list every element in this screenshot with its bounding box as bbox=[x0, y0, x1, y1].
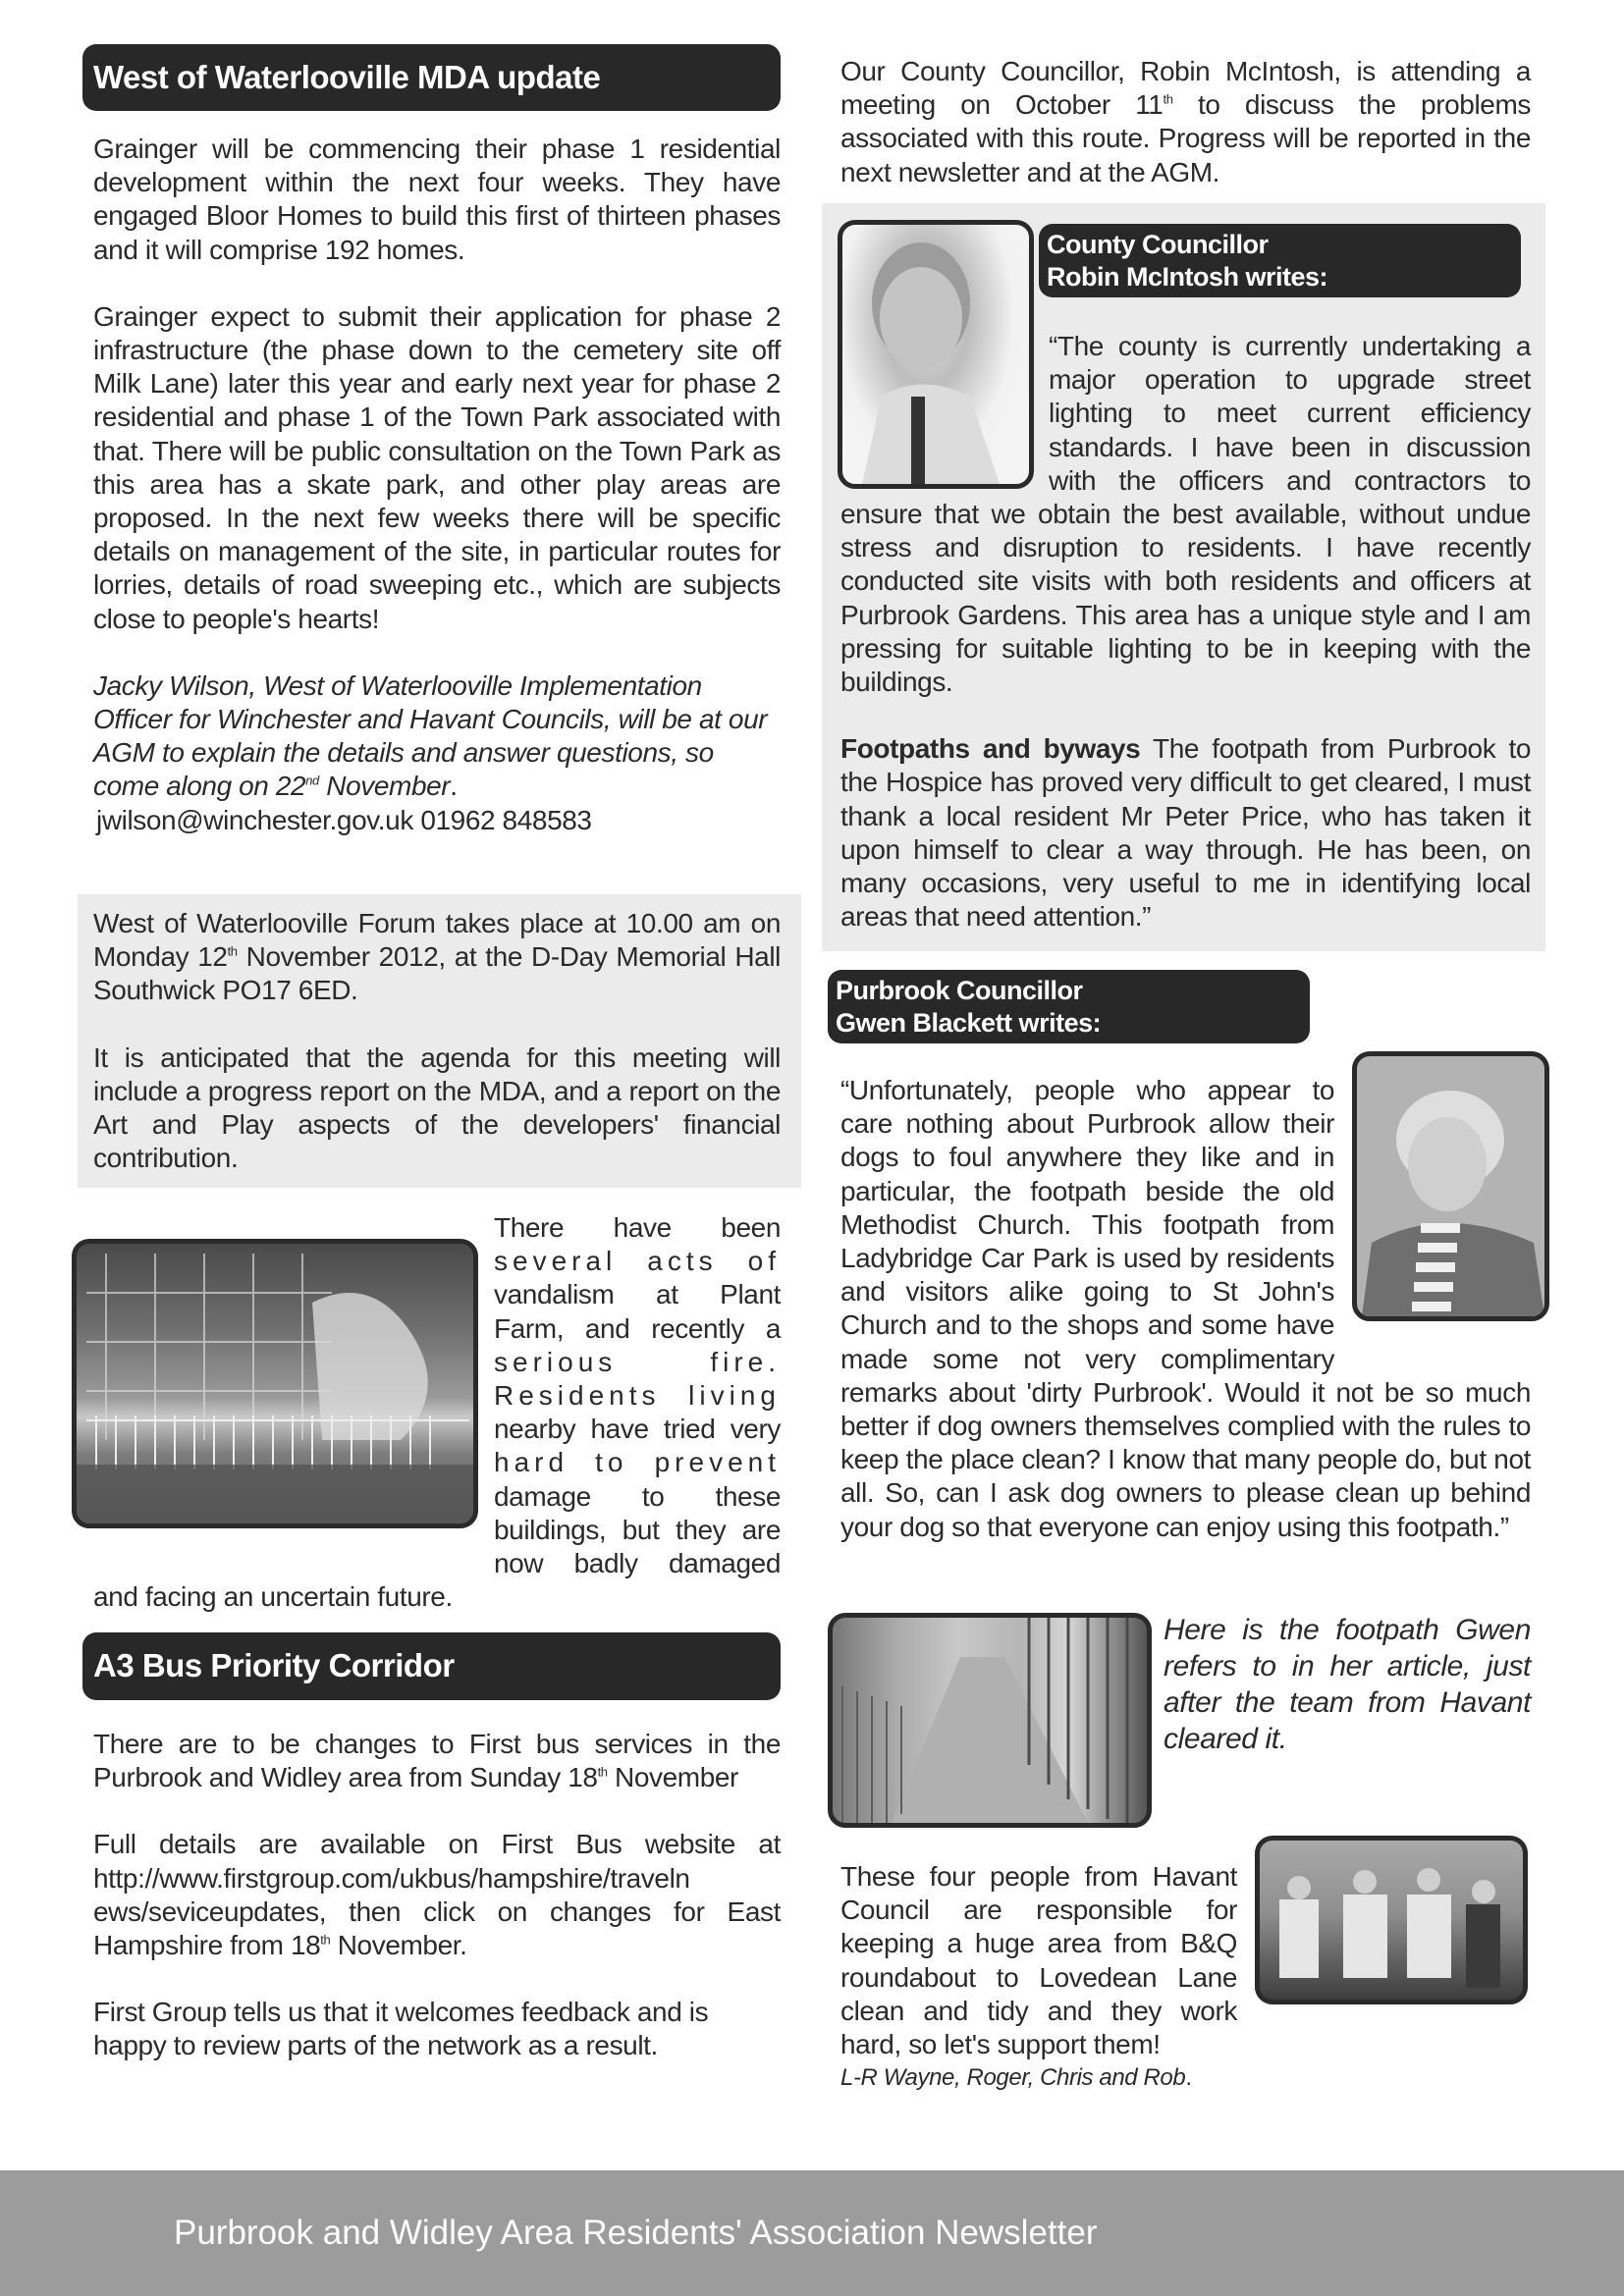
team-photo bbox=[1255, 1836, 1528, 2004]
float-spacer bbox=[840, 330, 1049, 497]
bus-para-3: First Group tells us that it welcomes feedback and is happy to review parts of the network as a result. bbox=[93, 1997, 709, 2061]
bus-heading: A3 Bus Priority Corridor bbox=[82, 1632, 781, 1700]
footpaths-para: Footpaths and byways The footpath from Purbrook to the Hospice has proved very difficult to get cleared, I must thank a local resident Mr Peter Price, who has taken it upon himself to clear a way through. He has been, on many occasions, very useful to me in identifying local areas that need attention.” bbox=[840, 733, 1531, 933]
plant-farm-photo bbox=[72, 1239, 478, 1528]
team-credit: L-R Wayne, Roger, Chris and Rob. bbox=[840, 2064, 1192, 2092]
team-image-icon bbox=[1260, 1841, 1523, 2000]
bus-para-1: There are to be changes to First bus services in the Purbrook and Widley area from Sunday 18th November bbox=[93, 1729, 781, 1793]
plant-farm-text: There have been several acts of vandalism at Plant Farm, and recently a serious fire. Residents living nearby have tried very hard to prevent damage to these buildings, but they are now badly damaged bbox=[494, 1212, 781, 1579]
forum-text bbox=[93, 907, 781, 1175]
blackett-quote: “Unfortunately, people who appear to care nothing about Purbrook allow their dogs to foul anywhere they like and in particular, the footpath beside the old Methodist Church. This footpath from Ladybridge Car Park is used by residents and visitors alike going to St John's Church and to the shops and some have made some not very complimentary remarks about 'dirty Purbrook'. Would it not be so much better if dog owners themselves complied with the rules to keep the place clean? I know that many people do, but not all. So, can I ask dog owners to please clean up behind your dog so that everyone can enjoy using this footpath.” bbox=[840, 1075, 1531, 1542]
bus-para-2: Full details are available on First Bus website at http://www.firstgroup.com/ukbus/hampshire/traveln ews/seviceupdates, then click on changes for East Hampshire from 18th November. bbox=[93, 1829, 781, 1961]
footpath-photo bbox=[828, 1613, 1152, 1828]
blackett-heading: Purbrook Councillor Gwen Blackett writes: bbox=[828, 970, 1310, 1043]
mda-para-2: Grainger expect to submit their application for phase 2 infrastructure (the phase down to the cemetery site off Milk Lane) later this year and early next year for phase 2 residential and phase 1 of the Town Park associated with that. There will be public consultation on the Town Park as this area has a skate park, and other play areas are proposed. In the next few weeks there will be specific details on management of the site, in particular routes for lorries, details of road sweeping etc., which are subjects close to people's hearts! bbox=[93, 300, 781, 634]
forum-para-2: It is anticipated that the agenda for this meeting will include a progress report on the MDA, and a report on the Art and Play aspects of the developers' financial contribution. bbox=[93, 1041, 781, 1174]
footpath-caption: Here is the footpath Gwen refers to in her article, just after the team from Havant cleared it. bbox=[1164, 1614, 1531, 1755]
newsletter-footer bbox=[0, 2170, 1624, 2296]
mda-para-1: Grainger will be commencing their phase 1 residential development within the next four weeks. They have engaged Bloor Homes to build this first of thirteen phases and it will comprise 192 homes. bbox=[93, 133, 781, 265]
footpath-image-icon bbox=[833, 1618, 1147, 1823]
bus-article bbox=[93, 1728, 781, 2063]
scaffolding-image-icon bbox=[77, 1244, 473, 1523]
float-spacer bbox=[1334, 1074, 1531, 1343]
plant-farm-last-line: and facing an uncertain future. bbox=[93, 1581, 453, 1612]
mda-officer-note: Jacky Wilson, West of Waterlooville Implementation Officer for Winchester and Havant Councils, will be at our AGM to explain the details and answer questions, so come along on 22nd November. bbox=[93, 669, 768, 802]
mcintosh-quote: “The county is currently undertaking a major operation to upgrade street lighting to meet current efficiency standards. I have been in discussion with the officers and contractors to ensure that we obtain the best available, without undue stress and disruption to residents. I have recently conducted site visits with both residents and officers at Purbrook Gardens. This area has a unique style and I am pressing for suitable lighting to be in keeping with the buildings. Footpaths and byways The footpath from Purbrook to the Hospice has proved very difficult to get cleared, I must thank a local resident Mr Peter Price, who has taken it upon himself to clear a way through. He has been, on many occasions, very useful to me in identifying local areas that need attention.” bbox=[840, 330, 1531, 934]
route-intro: Our County Councillor, Robin McIntosh, is attending a meeting on October 11th to discuss the problems associated with this route. Progress will be reported in the next newsletter and at the AGM. bbox=[840, 56, 1531, 187]
newsletter-title: Purbrook and Widley Area Residents' Association Newsletter bbox=[174, 2214, 1098, 2252]
mda-contact: jwilson@winchester.gov.uk 01962 848583 bbox=[96, 804, 592, 835]
forum-para-1: West of Waterlooville Forum takes place at 10.00 am on Monday 12th November 2012, at the D-Day Memorial Hall Southwick PO17 6ED. bbox=[93, 908, 781, 1006]
team-text: These four people from Havant Council are responsible for keeping a huge area from B&Q roundabout to Lovedean Lane clean and tidy and they work hard, so let's support them! L-R Wayne, Roger, Chris and Rob. bbox=[840, 1860, 1237, 2095]
mcintosh-heading: County Councillor Robin McIntosh writes: bbox=[1039, 224, 1521, 297]
mda-heading: West of Waterlooville MDA update bbox=[82, 44, 781, 111]
mda-article bbox=[93, 133, 781, 837]
